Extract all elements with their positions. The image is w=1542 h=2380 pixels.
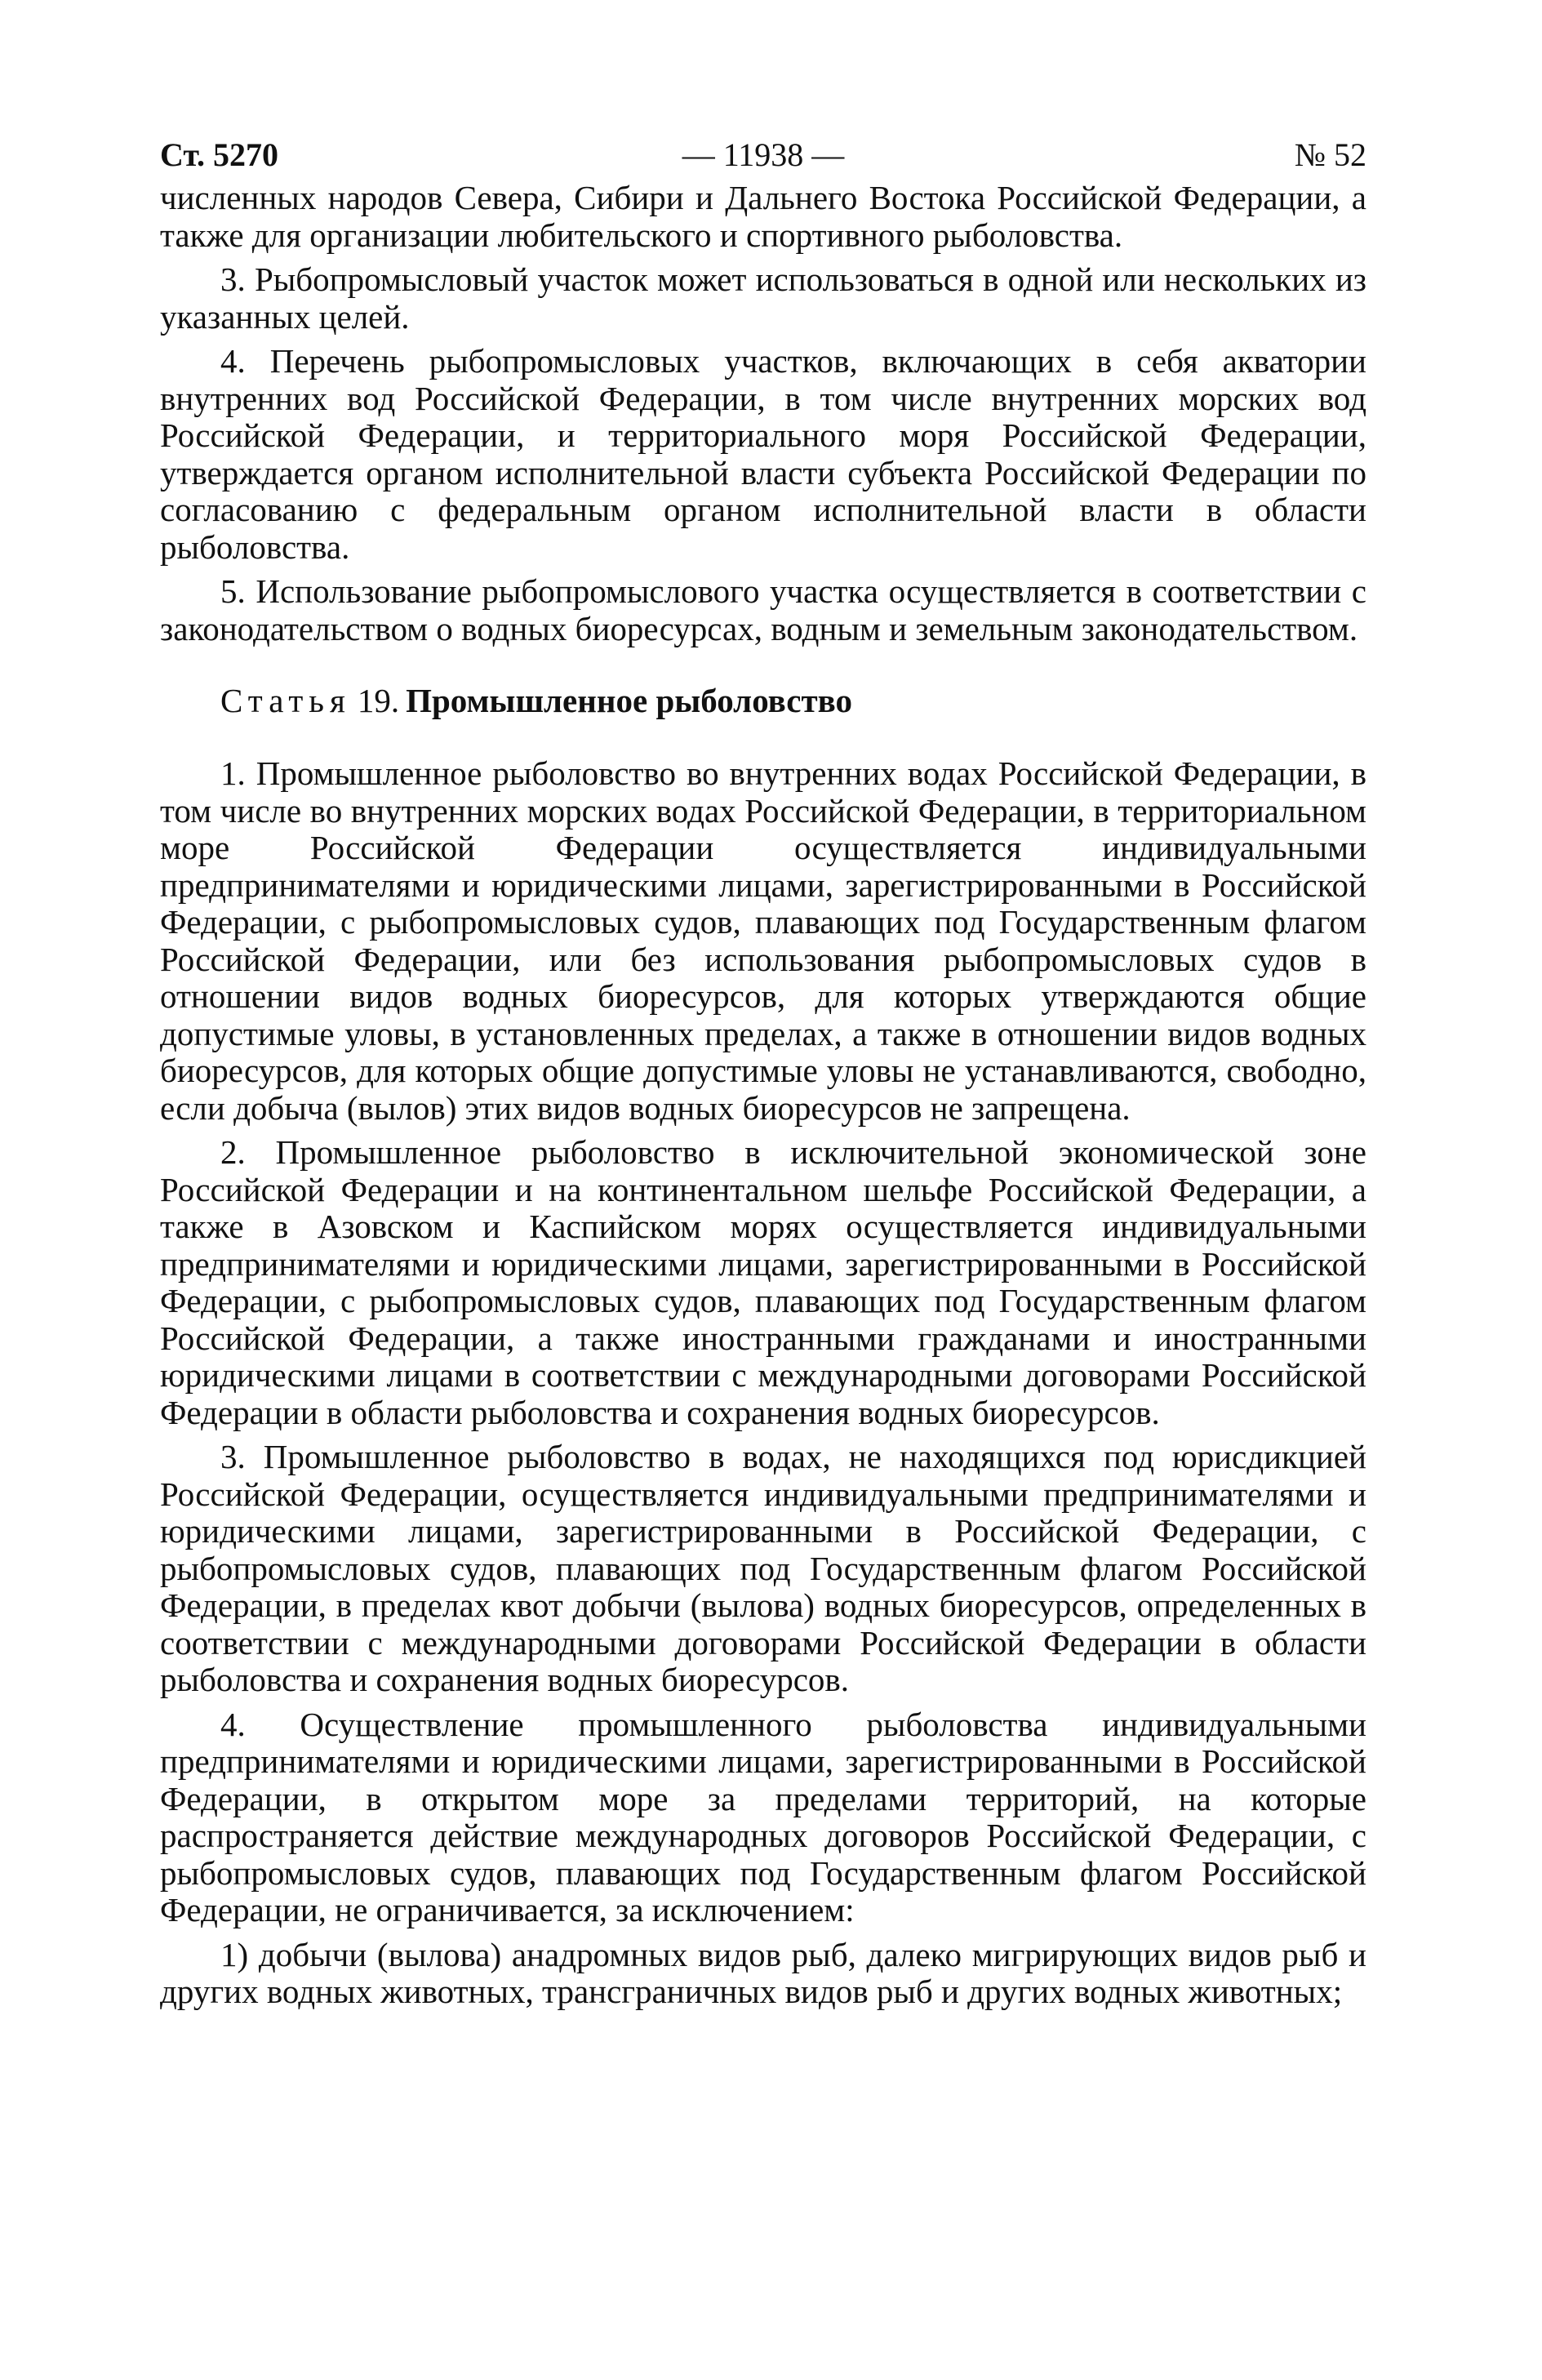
paragraph-item-4: 4. Перечень рыбопромысловых участков, включающих в себя акватории внутренних вод Российской Федерации, в том числе внутренних морских вод Российской Федерации, и территориального моря Российской Федерации, утверждается органом исполнительной власти субъекта Российской Федерации по согласованию с федеральным органом исполнительной власти в области рыболовства. (160, 342, 1366, 566)
article-paragraph-3: 3. Промышленное рыболовство в водах, не находящихся под юрисдикцией Российской Федерации, осуществляется индивидуальными предпринимателями и юридическими лицами, зарегистрированными в Российской Федерации, с рыбопромысловых судов, плавающих под Государственным флагом Российской Федерации, в пределах квот добычи (вылова) водных биоресурсов, определенных в соответствии с международными договорами Российской Федерации в области рыболовства и сохранения водных биоресурсов. (160, 1438, 1366, 1698)
paragraph-continuation: численных народов Севера, Сибири и Дальнего Востока Российской Федерации, а также для организации любительского и спортивного рыболовства. (160, 179, 1366, 254)
article-heading (220, 682, 1366, 719)
page-number: — 11938 — (682, 136, 845, 173)
article-number: 19. (357, 682, 400, 719)
article-label: Статья (220, 682, 351, 719)
document-page (160, 131, 1366, 2018)
article-paragraph-1: 1. Промышленное рыболовство во внутренних водах Российской Федерации, в том числе во внутренних морских водах Российской Федерации, в территориальном море Российской Федерации осуществляется индивидуальными предпринимателями и юридическими лицами, зарегистрированными в Российской Федерации, с рыбопромысловых судов, плавающих под Государственным флагом Российской Федерации, или без использования рыбопромысловых судов в отношении видов водных биоресурсов, для которых утверждаются общие допустимые уловы, в установленных пределах, а также в отношении видов водных биоресурсов, для которых общие допустимые уловы не устанавливаются, свободно, если добыча (вылов) этих видов водных биоресурсов не запрещена. (160, 754, 1366, 1127)
page-header (160, 131, 1366, 180)
article-ref: Ст. 5270 (160, 136, 278, 173)
paragraph-item-3: 3. Рыбопромысловый участок может использоваться в одной или нескольких из указанных целей. (160, 260, 1366, 336)
article-title: Промышленное рыболовство (406, 682, 853, 719)
article-paragraph-2: 2. Промышленное рыболовство в исключительной экономической зоне Российской Федерации и на континентальном шельфе Российской Федерации, а также в Азовском и Каспийском морях осуществляется индивидуальными предпринимателями и юридическими лицами, зарегистрированными в Российской Федерации, с рыбопромысловых судов, плавающих под Государственным флагом Российской Федерации, а также иностранными гражданами и иностранными юридическими лицами в соответствии с международными договорами Российской Федерации в области рыболовства и сохранения водных биоресурсов. (160, 1133, 1366, 1431)
article-subitem-1: 1) добычи (вылова) анадромных видов рыб, далеко мигрирующих видов рыб и других водных животных, трансграничных видов рыб и других водных животных; (160, 1935, 1366, 2010)
article-paragraph-4: 4. Осуществление промышленного рыболовства индивидуальными предпринимателями и юридическими лицами, зарегистрированными в Российской Федерации, в открытом море за пределами территорий, на которые распространяется действие международных договоров Российской Федерации, с рыбопромысловых судов, плавающих под Государственным флагом Российской Федерации, не ограничивается, за исключением: (160, 1705, 1366, 1928)
paragraph-item-5: 5. Использование рыбопромыслового участка осуществляется в соответствии с законодательством о водных биоресурсах, водным и земельным законодательством. (160, 572, 1366, 647)
issue-number: № 52 (1294, 136, 1366, 173)
